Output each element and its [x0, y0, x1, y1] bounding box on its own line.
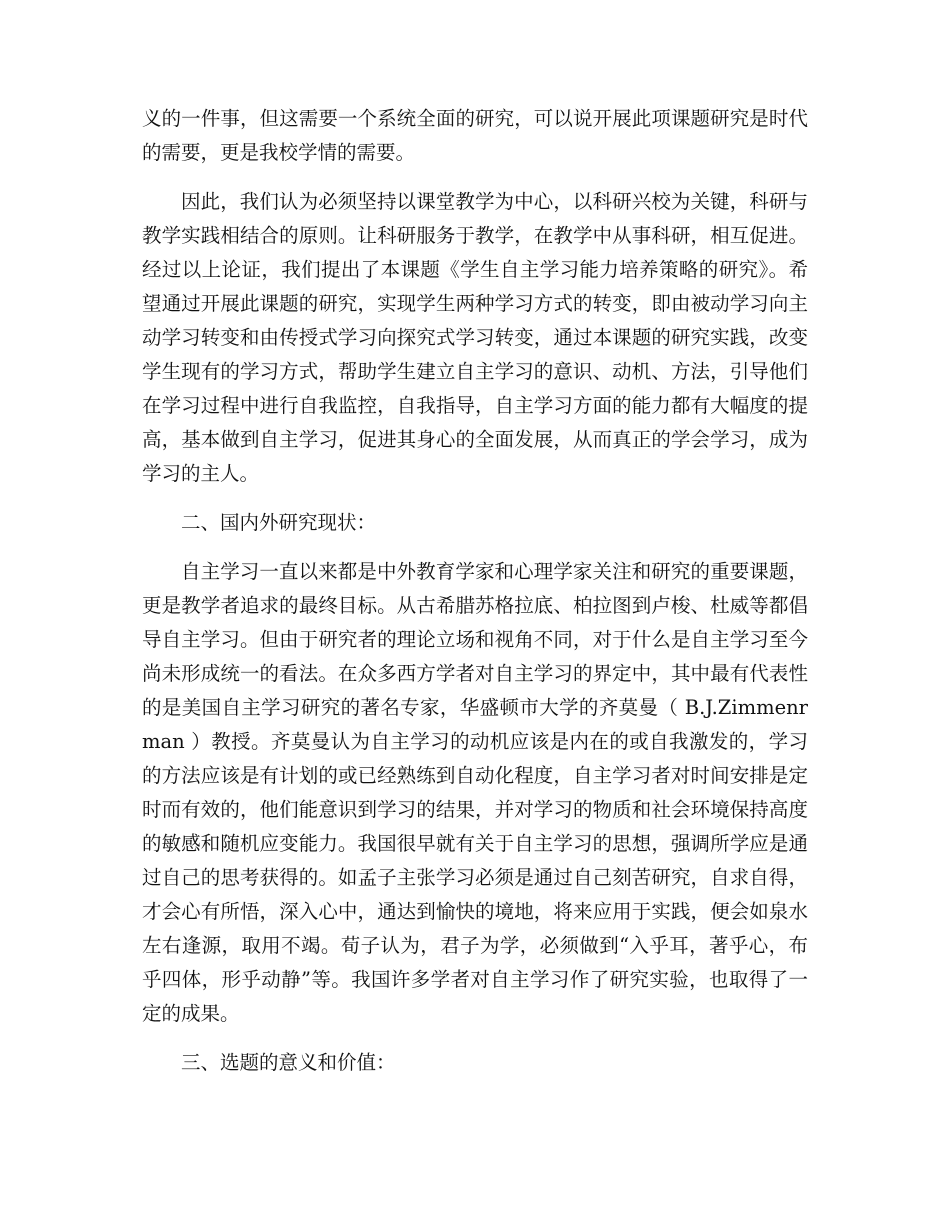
section-heading-research-status: 二、国内外研究现状：: [181, 511, 377, 534]
paragraph-research-purpose: 因此，我们认为必须坚持以课堂教学为中心，以科研兴校为关键，科研与教学实践相结合的原则。让科研服务于教学，在教学中从事科研，相互促进。经过以上论证，我们提出了本课题《学生自主学习能力培养策略的研究》。希望通过开展此课题的研究，实现学生两种学习方式的转变，即由被动学习向主动学习转变和由传授式学习向探究式学习转变，通过本课题的研究实践，改变学生现有的学习方式，帮助学生建立自主学习的意识、动机、方法，引导他们在学习过程中进行自我监控，自我指导，自主学习方面的能力都有大幅度的提高，基本做到自主学习，促进其身心的全面发展，从而真正的学会学习，成为学习的主人。: [142, 190, 808, 485]
paragraph-research-status: 自主学习一直以来都是中外教育学家和心理学家关注和研究的重要课题，更是教学者追求的最终目标。从古希腊苏格拉底、柏拉图到卢梭、杜威等都倡导自主学习。但由于研究者的理论立场和视角不同，对于什么是自主学习至今尚未形成统一的看法。在众多西方学者对自主学习的界定中，其中最有代表性的是美国自主学习研究的著名专家，华盛顿市大学的齐莫曼（ B.J.Zimmenrman ）教授。齐莫曼认为自主学习的动机应该是内在的或自我激发的，学习的方法应该是有计划的或已经熟练到自动化程度，自主学习者对时间安排是定时而有效的，他们能意识到学习的结果，并对学习的物质和社会环境保持高度的敏感和随机应变能力。我国很早就有关于自主学习的思想，强调所学应是通过自己的思考获得的。如孟子主张学习必须是通过自己刻苦研究，自求自得，才会心有所悟，深入心中，通达到愉快的境地，将来应用于实践，便会如泉水左右逢源，取用不竭。荀子认为，君子为学，必须做到“入乎耳，著乎心，布乎四体，形乎动静”等。我国许多学者对自主学习作了研究实验，也取得了一定的成果。: [142, 560, 808, 1025]
section-heading-significance: 三、选题的意义和价值：: [181, 1051, 396, 1074]
paragraph-continuation: 义的一件事，但这需要一个系统全面的研究，可以说开展此项课题研究是时代的需要，更是我校学情的需要。: [142, 107, 808, 164]
document-body: [142, 102, 808, 1095]
